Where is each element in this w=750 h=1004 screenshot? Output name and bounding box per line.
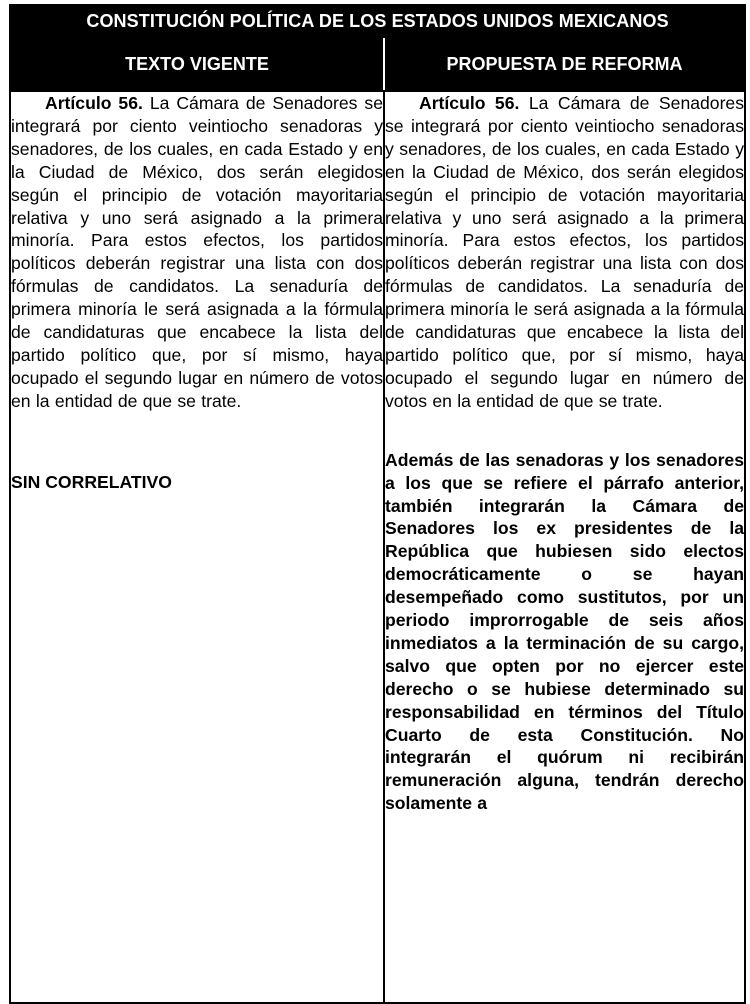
- current-text-cell: [10, 91, 384, 1003]
- current-article-label: Artículo 56.: [45, 93, 143, 113]
- proposal-article-label: Artículo 56.: [419, 93, 520, 113]
- column-header-reform-proposal: PROPUESTA DE REFORMA: [384, 37, 745, 91]
- current-article-paragraph: [11, 92, 383, 413]
- column-header-row: [10, 37, 745, 91]
- reform-added-paragraph: Además de las senadoras y los senadores a los que se refiere el párrafo anterior, también integrarán la Cámara de Senadores los ex presidentes de la República que hubiesen sido electos democráticamente o se hayan desempeñado como sustitutos, por un periodo improrrogable de seis años inmediatos a la terminación de su cargo, salvo que opten por no ejercer este derecho o se hubiese determinado su responsabilidad en términos del Título Cuarto de esta Constitución. No integrarán el quórum ni recibirán remuneración alguna, tendrán derecho solamente a: [385, 449, 745, 814]
- comparison-table: [9, 4, 746, 1004]
- content-row: [10, 91, 745, 1003]
- current-article-text: La Cámara de Senadores se integrará por ciento veintiocho senadoras y senadores, de los cuales, en cada Estado y en la Ciudad de México, dos serán elegidos según el principio de votación mayoritaria relativa y uno será asignado a la primera minoría. Para estos efectos, los partidos políticos deberán registrar una lista con dos fórmulas de candidatos. La senaduría de primera minoría le será asignada a la fórmula de candidaturas que encabece la lista del partido político que, por sí mismo, haya ocupado el segundo lugar en número de votos en la entidad de que se trate.: [11, 93, 383, 411]
- title-row: [10, 5, 745, 37]
- document-title: CONSTITUCIÓN POLÍTICA DE LOS ESTADOS UNIDOS MEXICANOS: [10, 5, 745, 37]
- proposal-article-text: La Cámara de Senadores se integrará por ciento veintiocho senadoras y senadores, de los cuales, en cada Estado y en la Ciudad de México, dos serán elegidos según el principio de votación mayoritaria relativa y uno será asignado a la primera minoría. Para estos efectos, los partidos políticos deberán registrar una lista con dos fórmulas de candidatos. La senaduría de primera minoría le será asignada a la fórmula de candidaturas que encabece la lista del partido político que, por sí mismo, haya ocupado el segundo lugar en número de votos en la entidad de que se trate.: [385, 93, 745, 411]
- column-header-current-text: TEXTO VIGENTE: [10, 37, 384, 91]
- reform-proposal-cell: [384, 91, 745, 1003]
- proposal-article-paragraph: [385, 92, 744, 413]
- sin-correlativo-label: SIN CORRELATIVO: [11, 471, 172, 492]
